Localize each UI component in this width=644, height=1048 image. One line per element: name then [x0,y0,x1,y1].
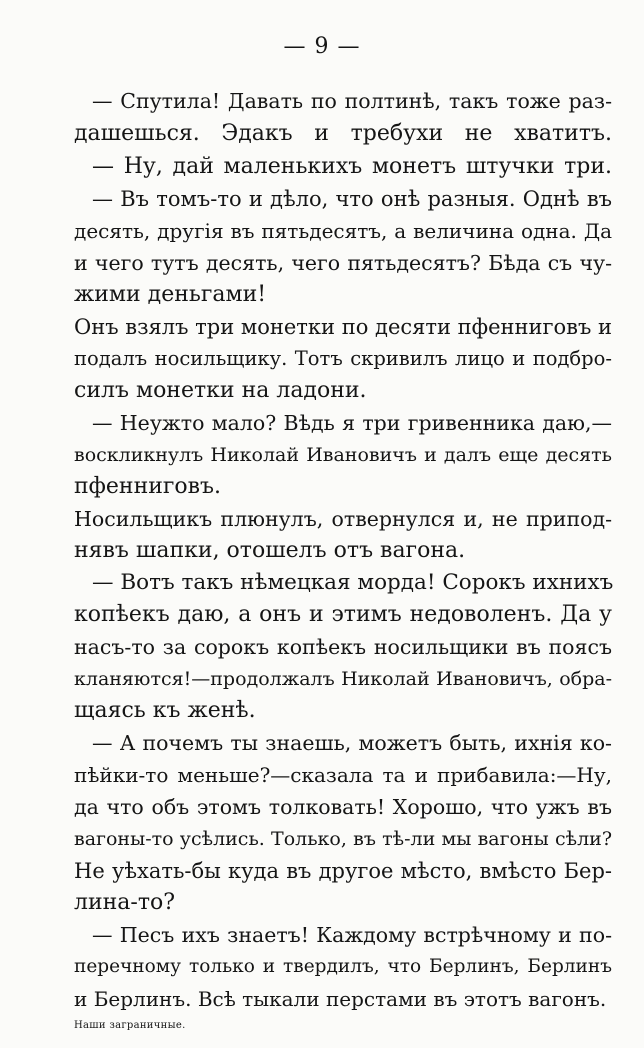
text-line: насъ-то за сорокъ копѣекъ носильщики въ поясъ [74,635,612,659]
text-line: десять, другія въ пятьдесятъ, а величина одна. Да [74,219,612,243]
text-line: вагоны-то усѣлись. Только, въ тѣ-ли мы вагоны сѣли? [74,828,612,850]
text-line: кланяются!—продолжалъ Николай Ивановичъ, обра- [74,668,612,690]
text-line: пѣйки-то меньше?—сказала та и прибавила:—Ну, [74,763,612,787]
text-line: щаясь къ женѣ. [74,698,256,723]
text-line: — Неужто мало? Вѣдь я три гривенника даю,— [92,411,612,435]
text-line: пфенниговъ. [74,474,222,499]
text-line: дашешься. Эдакъ и требухи не хватитъ. [74,121,612,146]
text-line: силъ монетки на ладони. [74,378,367,403]
text-line: — Ну, дай маленькихъ монетъ штучки три. [92,154,612,179]
text-line: нявъ шапки, отошелъ отъ вагона. [74,538,466,563]
text-line: подалъ носильщику. Тотъ скривилъ лицо и подбро- [74,347,612,370]
text-line: — А почемъ ты знаешь, можетъ быть, ихнія ко- [92,731,612,755]
text-line: — Въ томъ-то и дѣло, что онѣ разныя. Однѣ въ [92,187,612,211]
text-line: — Спутила! Давать по полтинѣ, такъ тоже раз- [92,89,612,113]
text-line: Онъ взялъ три монетки по десяти пфенниговъ и [74,315,613,339]
text-line: Носильщикъ плюнулъ, отвернулся и, не припод- [74,507,612,531]
text-line: жими деньгами! [74,282,267,307]
text-line: да что объ этомъ толковать! Хорошо, что ужъ въ [74,795,612,819]
page-number: — 9 — [283,34,361,59]
text-line: воскликнулъ Николай Ивановичъ и далъ еще десять [74,444,612,466]
text-line: и Берлинъ. Всѣ тыкали перстами въ этотъ вагонъ. [74,987,607,1011]
text-line: — Песъ ихъ знаетъ! Каждому встрѣчному и по- [92,923,612,947]
text-line: перечному только и твердилъ, что Берлинъ, Берлинъ [74,956,612,977]
text-line: копѣекъ даю, а онъ и этимъ недоволенъ. Да у [74,602,612,627]
text-line: и чего тутъ десять, чего пятьдесятъ? Бѣда съ чу- [74,251,612,275]
text-line: — Вотъ такъ нѣмецкая морда! Сорокъ ихнихъ [92,570,614,595]
text-line: Не уѣхать-бы куда въ другое мѣсто, вмѣсто Бер- [74,859,612,883]
text-line: лина-то? [74,890,176,915]
footer-signature: Наши заграничные. [74,1020,186,1031]
